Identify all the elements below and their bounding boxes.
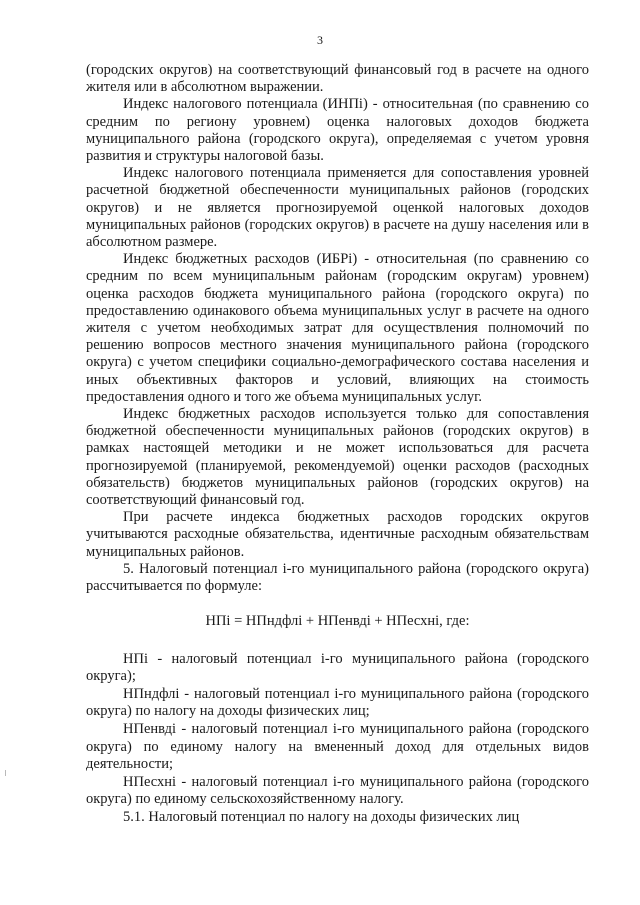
definition-item: НПенвдi - налоговый потенциал i-го муниципального района (городского округа) по единому налогу на вмененный доход для отдельных видов деятельности; bbox=[86, 721, 589, 772]
paragraph: Индекс налогового потенциала (ИНПi) - относительная (по сравнению со средним по региону уровнем) оценка налоговых доходов бюджета муниципального района (городского округа), определяемая с учетом уровня развития и структуры налоговой базы. bbox=[86, 96, 589, 165]
paragraph: При расчете индекса бюджетных расходов городских округов учитываются расходные обязательства, идентичные расходным обязательствам муниципальных районов. bbox=[86, 509, 589, 560]
definition-item: НПесхнi - налоговый потенциал i-го муниципального района (городского округа) по единому сельскохозяйственному налогу. bbox=[86, 773, 589, 808]
margin-mark bbox=[5, 770, 6, 776]
paragraph: Индекс налогового потенциала применяется для сопоставления уровней расчетной бюджетной обеспеченности муниципальных районов (городских округов) и не является прогнозируемой оценкой налоговых доходов муниципальных районов (городских округов) в расчете на душу населения или в абсолютном размере. bbox=[86, 165, 589, 251]
page-number: 3 bbox=[317, 33, 323, 47]
paragraph: Индекс бюджетных расходов используется только для сопоставления бюджетной обеспеченности муниципальных районов (городских округов) в рамках настоящей методики и не может использоваться для расчета прогнозируемой (планируемой, рекомендуемой) оценки расходов (расходных обязательств) бюджетов муниципальных районов (городских округов) на соответствующий финансовый год. bbox=[86, 406, 589, 509]
paragraph: Индекс бюджетных расходов (ИБРi) - относительная (по сравнению со средним по всем муниципальным районам (городским округам) уровнем) оценка расходов бюджета муниципального района (городского округа) по предоставлению одинакового объема муниципальных услуг в расчете на одного жителя с учетом необходимых затрат для осуществления полномочий по решению вопросов местного значения муниципального района (городского округа) с учетом специфики социально-демографического состава населения и иных объективных факторов и условий, влияющих на стоимость предоставления одного и того же объема муниципальных услуг. bbox=[86, 251, 589, 405]
definition-item: НПi - налоговый потенциал i-го муниципального района (городского округа); bbox=[86, 650, 589, 684]
paragraph: 5. Налоговый потенциал i-го муниципального района (городского округа) рассчитывается по формуле: bbox=[86, 560, 589, 595]
paragraph: 5.1. Налоговый потенциал по налогу на доходы физических лиц bbox=[123, 809, 520, 826]
definition-item: НПндфлi - налоговый потенциал i-го муниципального района (городского округа) по налогу на доходы физических лиц; bbox=[86, 685, 589, 720]
formula: НПi = НПндфлi + НПенвдi + НПесхнi, где: bbox=[205, 613, 470, 630]
paragraph: (городских округов) на соответствующий финансовый год в расчете на одного жителя или в абсолютном выражении. bbox=[86, 62, 589, 96]
document-body bbox=[86, 62, 589, 827]
